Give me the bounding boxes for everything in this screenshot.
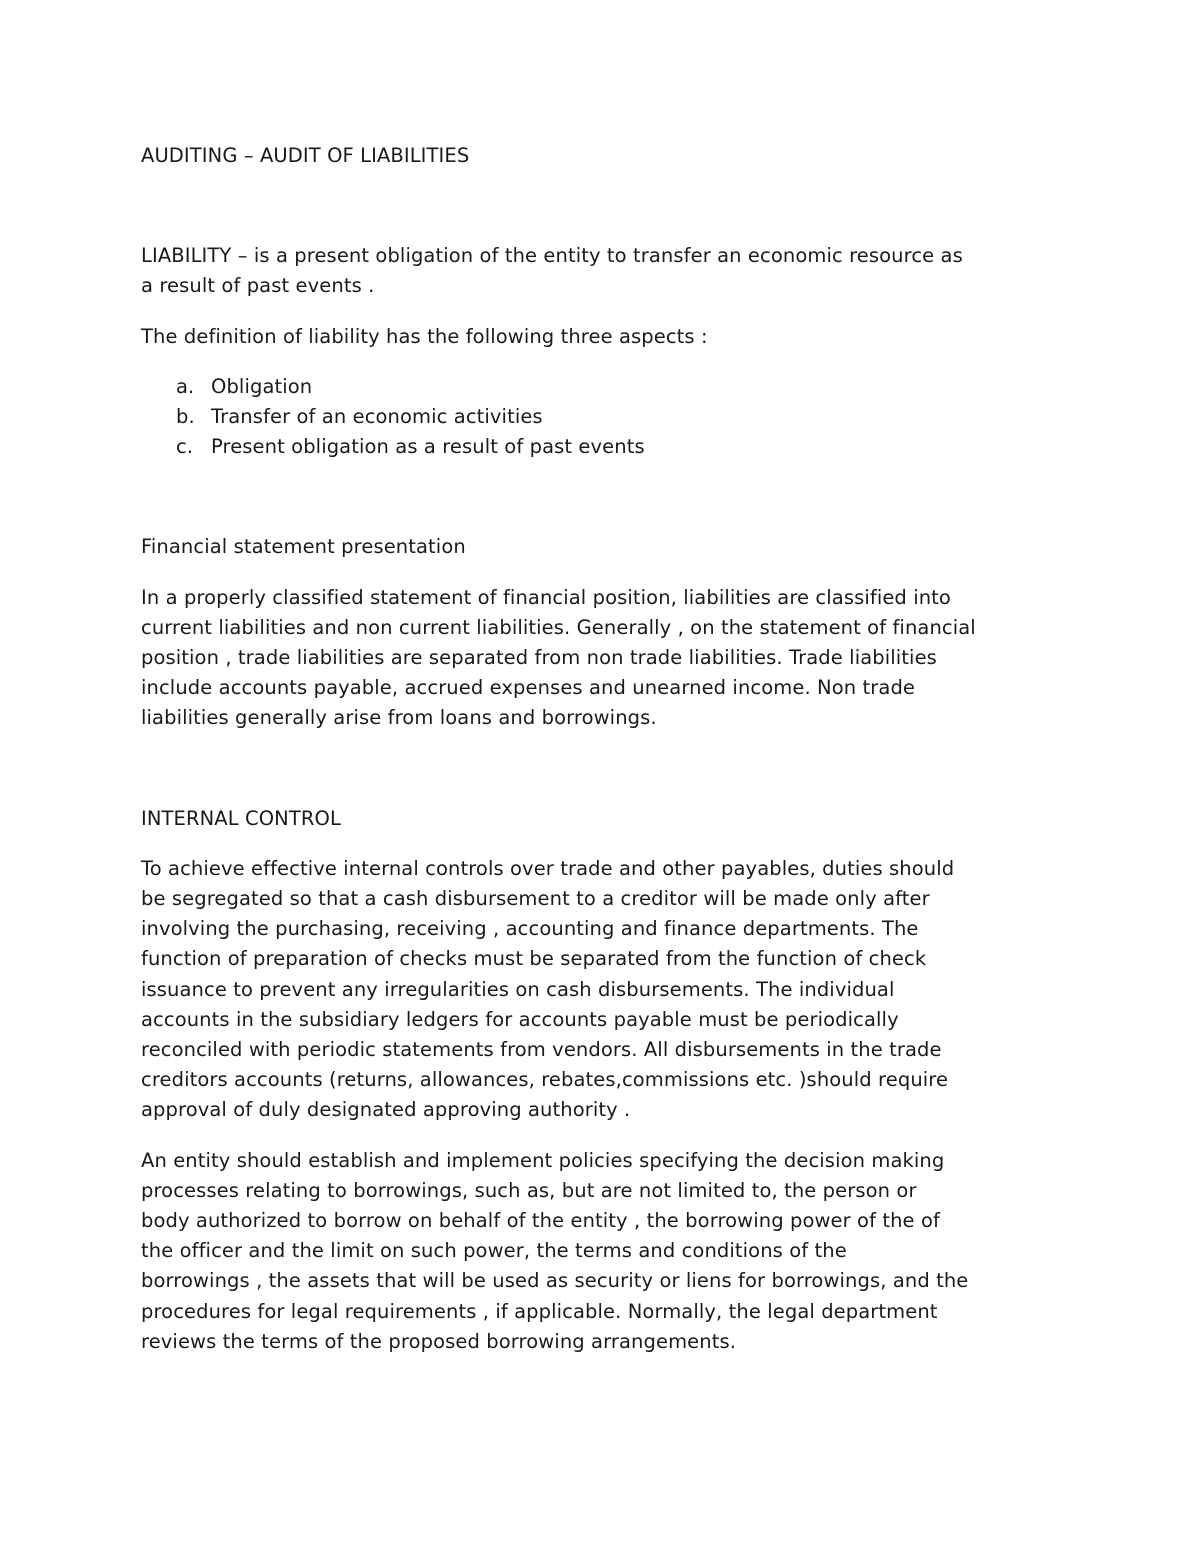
paragraph-line: approval of duly designated approving authority . bbox=[141, 1098, 631, 1122]
aspects-intro: The definition of liability has the following three aspects : bbox=[141, 324, 708, 348]
spacer bbox=[141, 563, 1071, 583]
paragraph-line: An entity should establish and implement policies specifying the decision making bbox=[141, 1148, 945, 1172]
paragraph-line: a result of past events . bbox=[141, 274, 375, 298]
paragraph-line: body authorized to borrow on behalf of the entity , the borrowing power of the of bbox=[141, 1209, 940, 1233]
section-heading-internal-control: INTERNAL CONTROL bbox=[141, 806, 341, 830]
paragraph-line: procedures for legal requirements , if applicable. Normally, the legal department bbox=[141, 1299, 938, 1323]
paragraph-line: To achieve effective internal controls over trade and other payables, duties should bbox=[141, 856, 955, 880]
paragraph-line: issuance to prevent any irregularities on cash disbursements. The individual bbox=[141, 977, 895, 1001]
paragraph-line: In a properly classified statement of financial position, liabilities are classified into bbox=[141, 585, 951, 609]
paragraph-line: reconciled with periodic statements from vendors. All disbursements in the trade bbox=[141, 1038, 942, 1062]
paragraph-line: liabilities generally arise from loans and borrowings. bbox=[141, 706, 657, 730]
document-body bbox=[141, 141, 1071, 1357]
spacer bbox=[141, 352, 1071, 372]
list-marker: a. bbox=[176, 374, 195, 398]
paragraph-line: include accounts payable, accrued expenses and unearned income. Non trade bbox=[141, 676, 916, 700]
borrowings-paragraph bbox=[141, 1146, 1071, 1357]
paragraph-line: borrowings , the assets that will be used as security or liens for borrowings, and the bbox=[141, 1269, 969, 1293]
spacer bbox=[141, 302, 1071, 322]
paragraph-line: involving the purchasing, receiving , accounting and finance departments. The bbox=[141, 917, 919, 941]
spacer bbox=[141, 462, 1071, 532]
list-item-text: Transfer of an economic activities bbox=[211, 405, 543, 429]
spacer bbox=[141, 171, 1071, 241]
paragraph-line: be segregated so that a cash disbursement to a creditor will be made only after bbox=[141, 887, 930, 911]
paragraph-line: position , trade liabilities are separated from non trade liabilities. Trade liabilities bbox=[141, 646, 937, 670]
list-item bbox=[141, 372, 1071, 402]
spacer bbox=[141, 734, 1071, 804]
paragraph-line: function of preparation of checks must be separated from the function of check bbox=[141, 947, 927, 971]
internal-control-paragraph bbox=[141, 854, 1071, 1126]
definition-paragraph bbox=[141, 241, 1071, 301]
paragraph-line: accounts in the subsidiary ledgers for accounts payable must be periodically bbox=[141, 1007, 899, 1031]
paragraph-line: LIABILITY – is a present obligation of the entity to transfer an economic resource as bbox=[141, 244, 963, 268]
document-title: AUDITING – AUDIT OF LIABILITIES bbox=[141, 144, 470, 167]
paragraph-line: the officer and the limit on such power, the terms and conditions of the bbox=[141, 1239, 847, 1263]
list-item-text: Obligation bbox=[211, 374, 313, 398]
spacer bbox=[141, 834, 1071, 854]
spacer bbox=[141, 1126, 1071, 1146]
list-item-text: Present obligation as a result of past events bbox=[211, 435, 645, 459]
paragraph-line: processes relating to borrowings, such as, but are not limited to, the person or bbox=[141, 1178, 917, 1202]
list-item bbox=[141, 402, 1071, 432]
paragraph-line: current liabilities and non current liabilities. Generally , on the statement of financial bbox=[141, 615, 976, 639]
list-marker: b. bbox=[176, 405, 195, 429]
aspects-list bbox=[141, 372, 1071, 463]
section-heading-financial-statement: Financial statement presentation bbox=[141, 535, 466, 559]
list-item bbox=[141, 432, 1071, 462]
list-marker: c. bbox=[176, 435, 194, 459]
paragraph-line: creditors accounts (returns, allowances, rebates,commissions etc. )should require bbox=[141, 1068, 949, 1092]
paragraph-line: reviews the terms of the proposed borrowing arrangements. bbox=[141, 1329, 737, 1353]
financial-statement-paragraph bbox=[141, 583, 1071, 734]
